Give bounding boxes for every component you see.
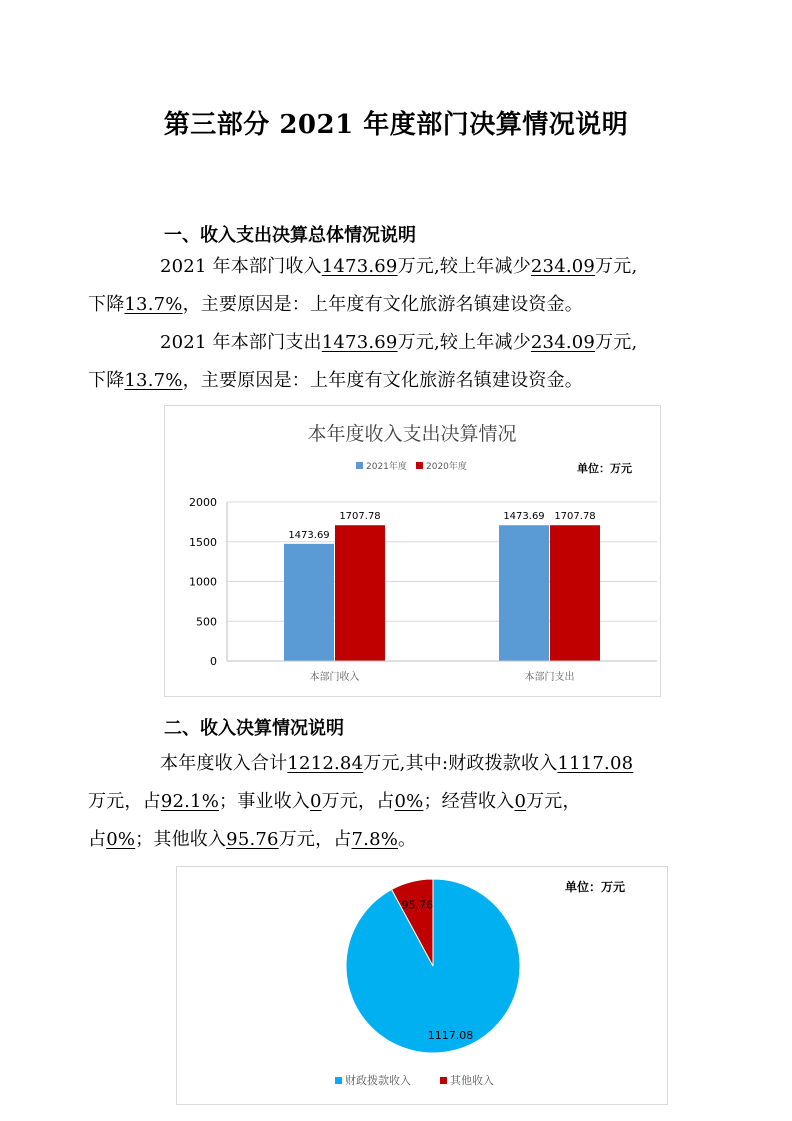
paragraph-expenditure: 2021 年本部门支出1473.69万元,较上年减少234.09万元, 下降13.7%，主要原因是：上年度有文化旅游名镇建设资金。 [88,332,638,391]
y-tick-label: 1000 [189,575,217,589]
legend-label-fiscal: 财政拨款收入 [345,1074,411,1087]
y-tick-label: 0 [210,655,217,668]
x-tick-label: 本部门支出 [524,672,575,683]
pie-chart-figure [176,866,668,1105]
bar-2021 [284,544,334,661]
y-tick-label: 2000 [189,496,217,509]
legend-swatch-fiscal [335,1077,342,1084]
bar-data-label: 1707.78 [339,511,381,523]
y-tick-label: 1500 [189,535,217,549]
paragraph-income-breakdown: 本年度收入合计1212.84万元,其中:财政拨款收入1117.08 万元，占92.1%；事业收入0万元，占0%；经营收入0万元， 占0%；其他收入95.76万元，占7.8%。 [88,753,634,850]
y-tick-label: 500 [196,615,217,629]
legend-swatch-other [440,1077,447,1084]
bar-chart [165,406,660,696]
page-title: 第三部分 2021 年度部门决算情况说明 [163,110,629,140]
bar-data-label: 1473.69 [503,511,545,523]
legend-label-other: 其他收入 [450,1074,494,1087]
legend-label-2020: 2020年度 [426,462,467,472]
legend-swatch-2020 [416,462,423,469]
legend-swatch-2021 [356,462,363,469]
pie-data-label: 1117.08 [427,1029,474,1043]
pie-chart [177,867,667,1104]
section-heading-2: 二、收入决算情况说明 [164,718,344,739]
bar-chart-figure [164,405,661,697]
paragraph-income: 2021 年本部门收入1473.69万元,较上年减少234.09万元, 下降13.7%，主要原因是：上年度有文化旅游名镇建设资金。 [88,256,638,315]
pie-data-label: 95.76 [401,898,434,912]
bar-2021 [499,525,549,661]
bar-2020 [550,525,600,661]
bar-chart-title: 本年度收入支出决算情况 [307,423,517,445]
bar-data-label: 1707.78 [554,511,596,523]
pie-chart-unit: 单位：万元 [565,880,626,894]
x-tick-label: 本部门收入 [309,672,360,683]
bar-2020 [335,525,385,661]
legend-label-2021: 2021年度 [366,462,407,472]
section-heading-1: 一、收入支出决算总体情况说明 [164,225,416,246]
bar-chart-unit: 单位：万元 [577,462,632,475]
bar-data-label: 1473.69 [288,529,330,541]
